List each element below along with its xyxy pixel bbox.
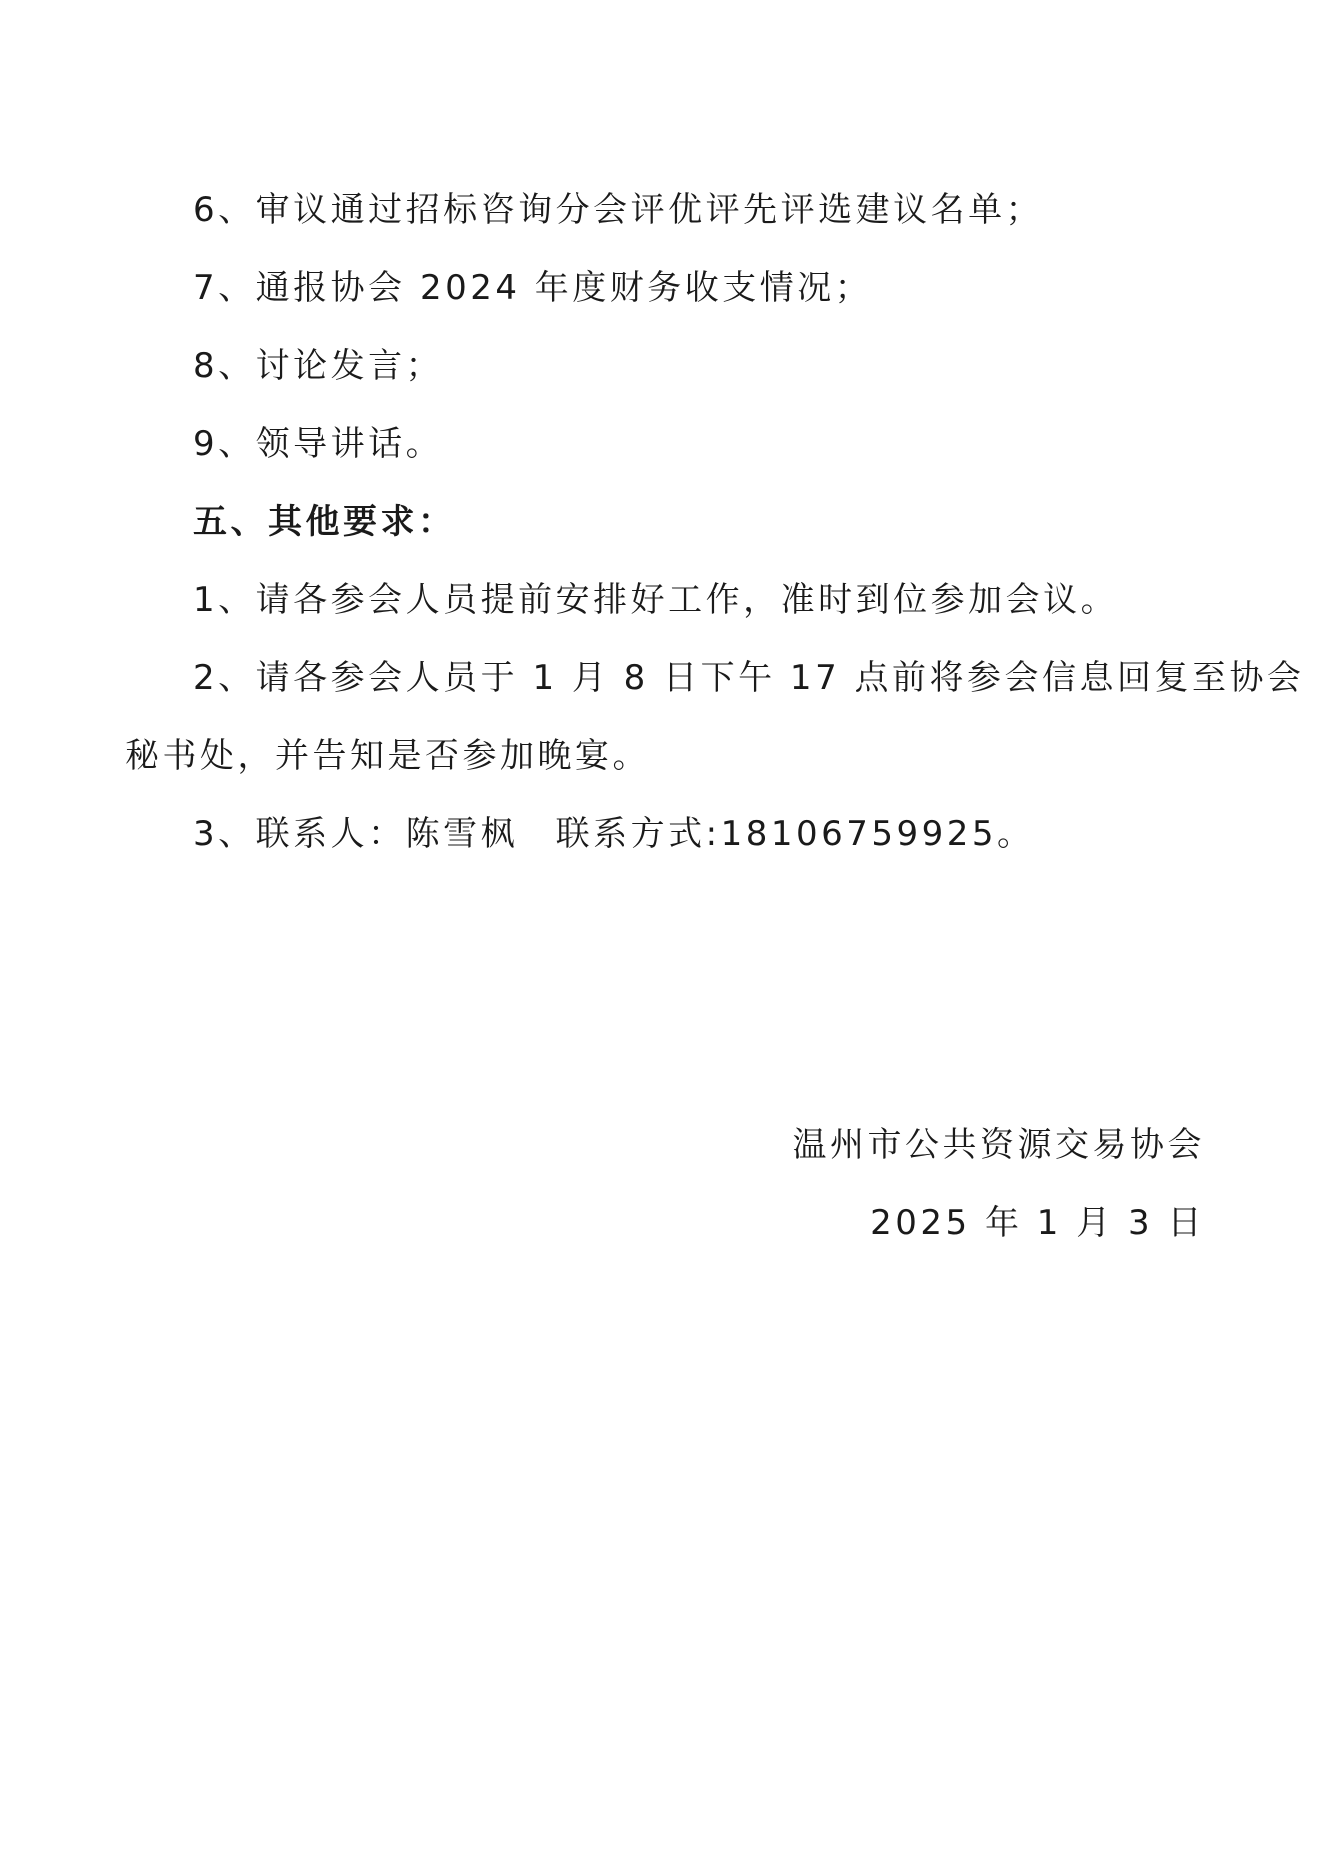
requirement-item-3: 3、联系人：陈雪枫 联系方式:18106759925。 <box>193 814 1035 854</box>
agenda-item-8: 8、讨论发言； <box>193 346 444 386</box>
requirement-item-1: 1、请各参会人员提前安排好工作，准时到位参加会议。 <box>193 580 1119 620</box>
section-heading: 五、其他要求： <box>193 502 456 542</box>
requirement-item-2-line-1: 2、请各参会人员于 1 月 8 日下午 17 点前将参会信息回复至协会 <box>193 658 1305 698</box>
requirement-item-2-line-2: 秘书处，并告知是否参加晚宴。 <box>125 736 650 776</box>
agenda-item-9: 9、领导讲话。 <box>193 424 444 464</box>
agenda-item-7: 7、通报协会 2024 年度财务收支情况； <box>193 268 873 308</box>
signature-organization: 温州市公共资源交易协会 <box>792 1125 1205 1165</box>
agenda-item-6: 6、审议通过招标咨询分会评优评先评选建议名单； <box>193 190 1044 230</box>
signature-date: 2025 年 1 月 3 日 <box>870 1203 1205 1243</box>
